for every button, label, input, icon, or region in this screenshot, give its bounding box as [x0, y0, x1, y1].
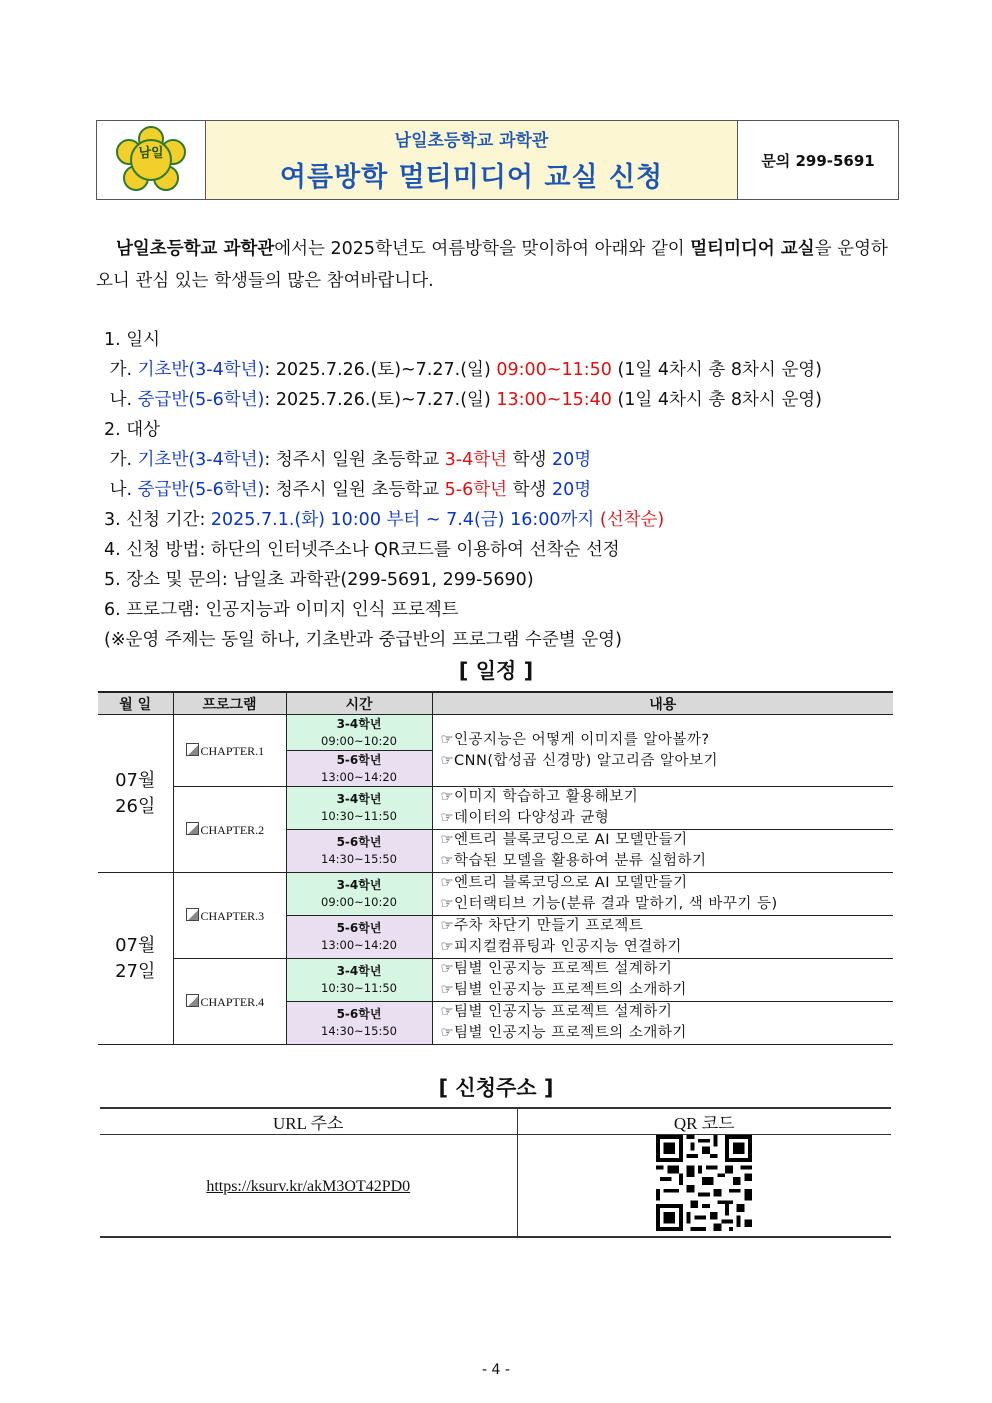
schedule-table: [98, 691, 893, 1045]
schedule-header-row: [98, 692, 893, 715]
header-box: [96, 120, 899, 200]
time-cell: 3-4학년 09:00~10:20: [286, 715, 432, 751]
chapter-cell: CHAPTER.2: [173, 787, 286, 873]
url-cell: [100, 1135, 517, 1238]
page-number: - 4 -: [482, 1362, 510, 1378]
apply-table: [100, 1107, 891, 1238]
item-method: 4. 신청 방법: 하단의 인터넷주소나 QR코드를 이용하여 선착순 선정: [104, 540, 620, 560]
time-cell: 5-6학년 13:00~14:20: [286, 916, 432, 959]
qr-code-icon[interactable]: [656, 1135, 752, 1231]
content-cell: ☞팀별 인공지능 프로젝트 설계하기 ☞팀별 인공지능 프로젝트의 소개하기: [432, 959, 893, 1002]
item-schedule: 1. 일시: [104, 330, 161, 350]
time-cell: 3-4학년 10:30~11:50: [286, 787, 432, 830]
content-cell: ☞이미지 학습하고 활용해보기 ☞데이터의 다양성과 균형: [432, 787, 893, 830]
time-cell: 3-4학년 10:30~11:50: [286, 959, 432, 1002]
item-period: 3. 신청 기간: 2025.7.1.(화) 10:00 부터 ~ 7.4(금) 16:00까지 (선착순): [104, 510, 665, 530]
qr-header: QR 코드: [517, 1108, 891, 1135]
content-cell: ☞엔트리 블록코딩으로 AI 모델만들기 ☞인터랙티브 기능(분류 결과 말하기, 색 바꾸기 등): [432, 873, 893, 916]
date-cell-27: 07월 27일: [98, 873, 173, 1045]
memo-icon: [186, 908, 199, 921]
content-cell: ☞팀별 인공지능 프로젝트 설계하기 ☞팀별 인공지능 프로젝트의 소개하기: [432, 1002, 893, 1045]
col-time: 시간: [286, 692, 432, 715]
contact-info: 문의 299-5691: [761, 151, 875, 170]
item-program-note: (※운영 주제는 동일 하나, 기초반과 중급반의 프로그램 수준별 운영): [104, 630, 622, 650]
item-target-a: 가. 기초반(3-4학년): 청주시 일원 초등학교 3-4학년 학생 20명: [109, 450, 592, 470]
time-cell: 5-6학년 14:30~15:50: [286, 830, 432, 873]
memo-icon: [186, 994, 199, 1007]
time-cell: 5-6학년 13:00~14:20: [286, 751, 432, 787]
apply-title: [ 신청주소 ]: [438, 1076, 554, 1100]
col-program: 프로그램: [173, 692, 286, 715]
time-cell: 3-4학년 09:00~10:20: [286, 873, 432, 916]
intro-school: 남일초등학교 과학관: [116, 239, 275, 259]
page-title: 여름방학 멀티미디어 교실 신청: [279, 162, 664, 193]
school-logo: [97, 121, 206, 199]
item-target-b: 나. 중급반(5-6학년): 청주시 일원 초등학교 5-6학년 학생 20명: [109, 480, 592, 500]
content-cell: ☞주차 차단기 만들기 프로젝트 ☞피지컬컴퓨팅과 인공지능 연결하기: [432, 916, 893, 959]
intro-text-1: 에서는 2025학년도 여름방학을 맞이하여 아래와 같이: [274, 239, 691, 259]
item-program: 6. 프로그램: 인공지능과 이미지 인식 프로젝트: [104, 600, 459, 620]
chapter-cell: CHAPTER.3: [173, 873, 286, 959]
item-schedule-b: 나. 중급반(5-6학년): 2025.7.26.(토)~7.27.(일) 13:00~15:40 (1일 4차시 총 8차시 운영): [109, 390, 822, 410]
content-cell: ☞인공지능은 어떻게 이미지를 알아볼까? ☞CNN(합성곱 신경망) 알고리즘 알아보기: [432, 715, 893, 787]
table-row: [98, 715, 893, 751]
item-schedule-a: 가. 기초반(3-4학년): 2025.7.26.(토)~7.27.(일) 09:00~11:50 (1일 4차시 총 8차시 운영): [109, 360, 822, 380]
header-title-area: [206, 121, 738, 199]
item-target: 2. 대상: [104, 420, 161, 440]
intro-paragraph: [96, 233, 891, 297]
time-cell: 5-6학년 14:30~15:50: [286, 1002, 432, 1045]
col-date: 월 일: [98, 692, 173, 715]
col-content: 내용: [432, 692, 893, 715]
url-header: URL 주소: [100, 1108, 517, 1135]
content-cell: ☞엔트리 블록코딩으로 AI 모델만들기 ☞학습된 모델을 활용하여 분류 실험하기: [432, 830, 893, 873]
school-emblem-icon: [113, 125, 189, 195]
memo-icon: [186, 743, 199, 756]
schedule-title: [ 일정 ]: [458, 659, 534, 683]
header-subtitle: 남일초등학교 과학관: [394, 131, 549, 151]
info-list: [104, 325, 822, 655]
apply-url-link[interactable]: https://ksurv.kr/akM3OT42PD0: [206, 1177, 411, 1195]
table-row: [98, 959, 893, 1002]
qr-cell: [517, 1135, 891, 1238]
date-cell-26: 07월 26일: [98, 715, 173, 873]
table-row: [98, 787, 893, 830]
memo-icon: [186, 822, 199, 835]
chapter-cell: CHAPTER.1: [173, 715, 286, 787]
intro-text-2: 을 운영하오니 관심 있는 학생들의 많은 참여바랍니다.: [96, 239, 888, 291]
svg-text:남일: 남일: [138, 146, 164, 161]
table-row: [98, 873, 893, 916]
intro-classroom: 멀티미디어 교실: [690, 239, 815, 259]
chapter-cell: CHAPTER.4: [173, 959, 286, 1045]
item-place: 5. 장소 및 문의: 남일초 과학관(299-5691, 299-5690): [104, 570, 534, 590]
